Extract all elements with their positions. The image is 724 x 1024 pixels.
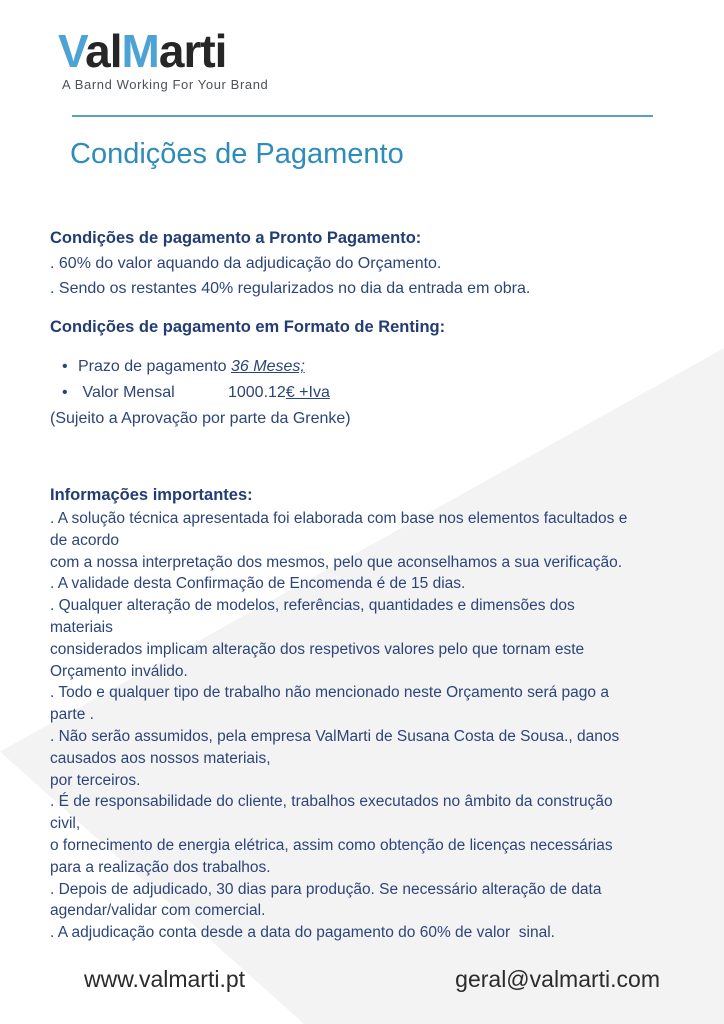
- text-line: por terceiros.: [50, 771, 141, 789]
- text-line: . É de responsabilidade do cliente, trabalhos executados no âmbito da construção: [50, 793, 613, 811]
- bullet-item-prazo: [62, 354, 445, 380]
- text-line: com a nossa interpretação dos mesmos, pelo que aconselhamos a sua verificação.: [50, 553, 623, 571]
- section-renting: [50, 318, 445, 431]
- text-line: . A solução técnica apresentada foi elaborada com base nos elementos facultados e: [50, 510, 628, 527]
- bullet-emphasis: 36 Meses;: [231, 358, 305, 375]
- text-line: Orçamento inválido.: [50, 662, 188, 680]
- text-line: . Não serão assumidos, pela empresa ValMarti de Susana Costa de Sousa., danos: [50, 727, 620, 745]
- text-line: . 60% do valor aquando da adjudicação do Orçamento.: [50, 255, 442, 272]
- bullet-emphasis: € +Iva: [285, 384, 330, 401]
- text-line: civil,: [50, 815, 81, 833]
- text-line: agendar/validar com comercial.: [50, 902, 266, 920]
- logo-letters-arti: arti: [158, 25, 227, 77]
- section-lines: [50, 508, 627, 944]
- logo-letter-v: V: [58, 25, 86, 77]
- section-heading: Condições de pagamento em Formato de Renting:: [50, 318, 446, 336]
- bullet-text: Prazo de pagamento 36 Meses;: [78, 358, 305, 375]
- text-line: o fornecimento de energia elétrica, assim como obtenção de licenças necessárias: [50, 836, 613, 854]
- logo-letters-al: al: [85, 25, 122, 77]
- bullet-icon: •: [62, 358, 68, 375]
- text-line: . Depois de adjudicado, 30 dias para produção. Se necessário alteração de data: [50, 880, 602, 898]
- text-line: . Sendo os restantes 40% regularizados no dia da entrada em obra.: [50, 280, 531, 297]
- logo-letter-m: M: [121, 25, 159, 77]
- bullet-list: [50, 354, 445, 406]
- text-line: de acordo: [50, 531, 119, 549]
- header-divider-line: [72, 115, 653, 117]
- footer-email: geral@valmarti.com: [455, 966, 660, 992]
- company-logo: [58, 25, 269, 92]
- page-footer: [0, 966, 724, 993]
- text-line: . A validade desta Confirmação de Encomenda é de 15 dias.: [50, 575, 466, 593]
- section-heading: Informações importantes:: [50, 486, 253, 504]
- text-line: . A adjudicação conta desde a data do pagamento do 60% de valor sinal.: [50, 924, 555, 942]
- section-lines: [50, 251, 530, 301]
- section-heading: Condições de pagamento a Pronto Pagamento:: [50, 229, 422, 247]
- bullet-icon: •: [62, 384, 68, 401]
- text-line: causados aos nossos materiais,: [50, 749, 271, 767]
- section-pronto-pagamento: [50, 229, 530, 301]
- logo-tagline: A Barnd Working For Your Brand: [62, 77, 269, 92]
- text-line: considerados implicam alteração dos respetivos valores pelo que tornam este: [50, 640, 585, 658]
- section-informacoes-importantes: [50, 486, 627, 944]
- text-line: . Todo e qualquer tipo de trabalho não mencionado neste Orçamento será pago a: [50, 684, 609, 702]
- bullet-item-valor-mensal: [62, 380, 445, 406]
- text-line: para a realização dos trabalhos.: [50, 858, 271, 876]
- page-title: Condições de Pagamento: [70, 138, 404, 170]
- approval-note: (Sujeito a Aprovação por parte da Grenke): [50, 410, 351, 427]
- logo-wordmark: [58, 25, 268, 77]
- text-line: . Qualquer alteração de modelos, referências, quantidades e dimensões dos: [50, 597, 575, 615]
- text-line: parte .: [50, 706, 94, 724]
- text-line: materiais: [50, 618, 113, 636]
- bullet-text: Valor Mensal 1000.12€ +Iva: [78, 384, 330, 401]
- footer-website: www.valmarti.pt: [84, 966, 246, 992]
